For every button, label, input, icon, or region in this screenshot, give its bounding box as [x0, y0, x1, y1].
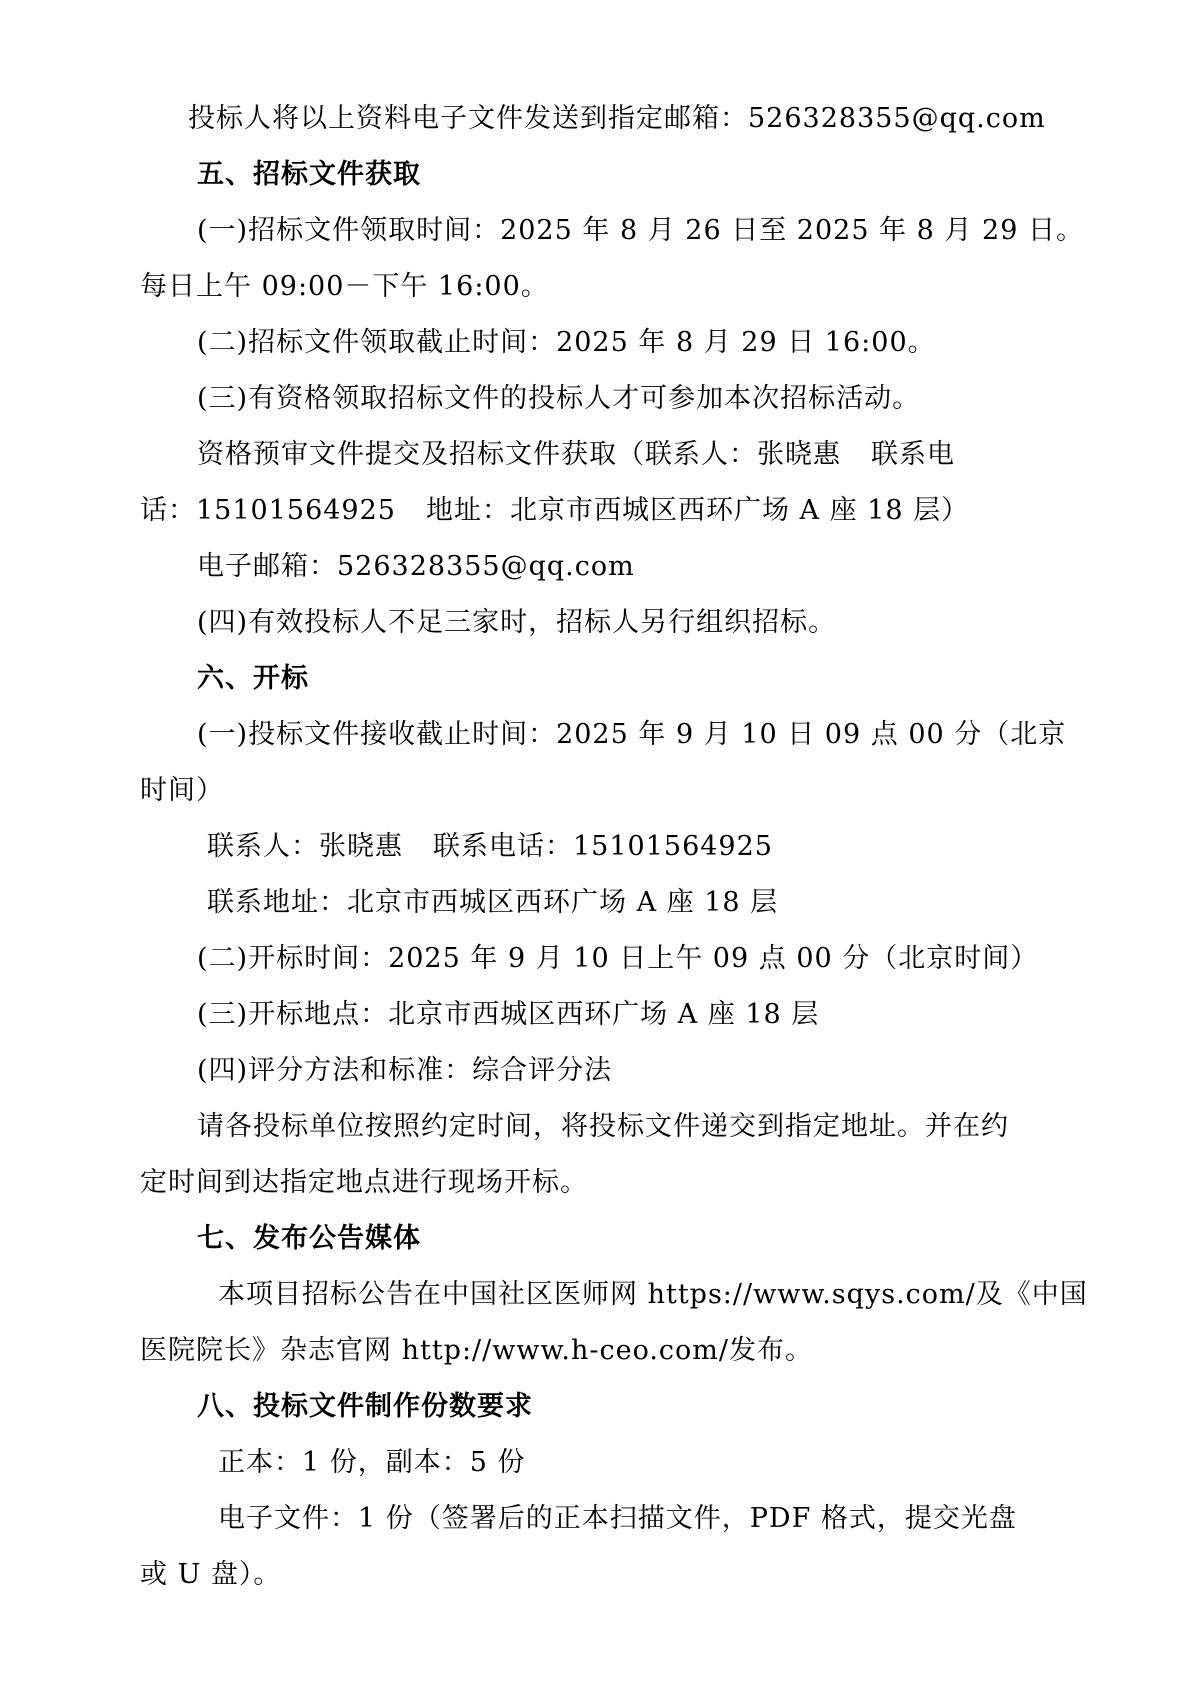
item-6-2-text: (二)开标时间：2025 年 9 月 10 日上午 09 点 00 分（北京时间） — [197, 943, 1039, 974]
item-5-3-line — [0, 382, 1190, 416]
media-notice-line-2 — [0, 1334, 1190, 1368]
item-5-4-text: (四)有效投标人不足三家时，招标人另行组织招标。 — [197, 607, 837, 638]
item-5-2-text: (二)招标文件领取截止时间：2025 年 8 月 29 日 16:00。 — [197, 327, 936, 358]
section-heading-5 — [0, 158, 1190, 192]
item-6-1-continuation — [0, 774, 1190, 808]
media-notice-text-1: 本项目招标公告在中国社区医师网 https://www.sqys.com/及《中国 — [218, 1279, 1088, 1310]
section-heading-8-text: 八、投标文件制作份数要求 — [197, 1391, 533, 1422]
email-line — [0, 550, 1190, 584]
item-5-3-text: (三)有资格领取招标文件的投标人才可参加本次招标活动。 — [197, 383, 921, 414]
section-heading-5-text: 五、招标文件获取 — [197, 159, 421, 190]
contact-paragraph-text-1a: 资格预审文件提交及招标文件获取（联系人：张晓惠 — [197, 439, 841, 470]
item-6-4-line — [0, 1054, 1190, 1088]
section-heading-6-text: 六、开标 — [197, 663, 309, 694]
item-5-1-line — [0, 214, 1190, 248]
contact-paragraph-text-1b: 联系电 — [871, 439, 955, 470]
contact-paragraph-line-1 — [0, 438, 1190, 472]
copies-text: 正本：1 份，副本：5 份 — [218, 1447, 526, 1478]
media-notice-text-2: 医院院长》杂志官网 http://www.h-ceo.com/发布。 — [140, 1335, 814, 1366]
email-submission-text: 投标人将以上资料电子文件发送到指定邮箱：526328355@qq.com — [188, 103, 1046, 134]
delivery-notice-text-2: 定时间到达指定地点进行现场开标。 — [140, 1167, 588, 1198]
contact-address-text: 联系地址：北京市西城区西环广场 A 座 18 层 — [207, 887, 779, 918]
item-5-2-line — [0, 326, 1190, 360]
electronic-file-line-2 — [0, 1558, 1190, 1592]
item-6-1-text: (一)投标文件接收截止时间：2025 年 9 月 10 日 09 点 00 分（北京 — [197, 719, 1067, 750]
contact-person-line — [0, 830, 1190, 864]
contact-paragraph-line-2 — [0, 494, 1190, 528]
contact-address-line — [0, 886, 1190, 920]
email-submission-line — [0, 102, 1190, 136]
contact-phone-text: 联系电话：15101564925 — [433, 831, 773, 862]
delivery-notice-text-1: 请各投标单位按照约定时间，将投标文件递交到指定地址。并在约 — [197, 1111, 1009, 1142]
contact-paragraph-text-2b: 地址：北京市西城区西环广场 A 座 18 层） — [425, 495, 970, 526]
section-heading-8 — [0, 1390, 1190, 1424]
item-5-1-continuation — [0, 270, 1190, 304]
item-6-1-continuation-text: 时间） — [140, 775, 224, 806]
copies-line — [0, 1446, 1190, 1480]
item-5-1-text: (一)招标文件领取时间：2025 年 8 月 26 日至 2025 年 8 月 29 日。 — [197, 215, 1084, 246]
item-6-3-text: (三)开标地点：北京市西城区西环广场 A 座 18 层 — [197, 999, 820, 1030]
email-text: 电子邮箱：526328355@qq.com — [197, 551, 635, 582]
item-6-3-line — [0, 998, 1190, 1032]
item-5-1-continuation-text: 每日上午 09:00－下午 16:00。 — [140, 271, 549, 302]
electronic-file-text-1: 电子文件：1 份（签署后的正本扫描文件，PDF 格式，提交光盘 — [218, 1503, 1017, 1534]
section-heading-7 — [0, 1222, 1190, 1256]
delivery-notice-line-1 — [0, 1110, 1190, 1144]
section-heading-6 — [0, 662, 1190, 696]
electronic-file-text-2: 或 U 盘）。 — [140, 1559, 282, 1590]
media-notice-line-1 — [0, 1278, 1190, 1312]
item-6-2-line — [0, 942, 1190, 976]
electronic-file-line-1 — [0, 1502, 1190, 1536]
item-6-1-line — [0, 718, 1190, 752]
item-5-4-line — [0, 606, 1190, 640]
contact-paragraph-text-2a: 话：15101564925 — [140, 495, 396, 526]
section-heading-7-text: 七、发布公告媒体 — [197, 1223, 421, 1254]
delivery-notice-line-2 — [0, 1166, 1190, 1200]
item-6-4-text: (四)评分方法和标准：综合评分法 — [197, 1055, 613, 1086]
contact-person-text: 联系人：张晓惠 — [207, 831, 403, 862]
